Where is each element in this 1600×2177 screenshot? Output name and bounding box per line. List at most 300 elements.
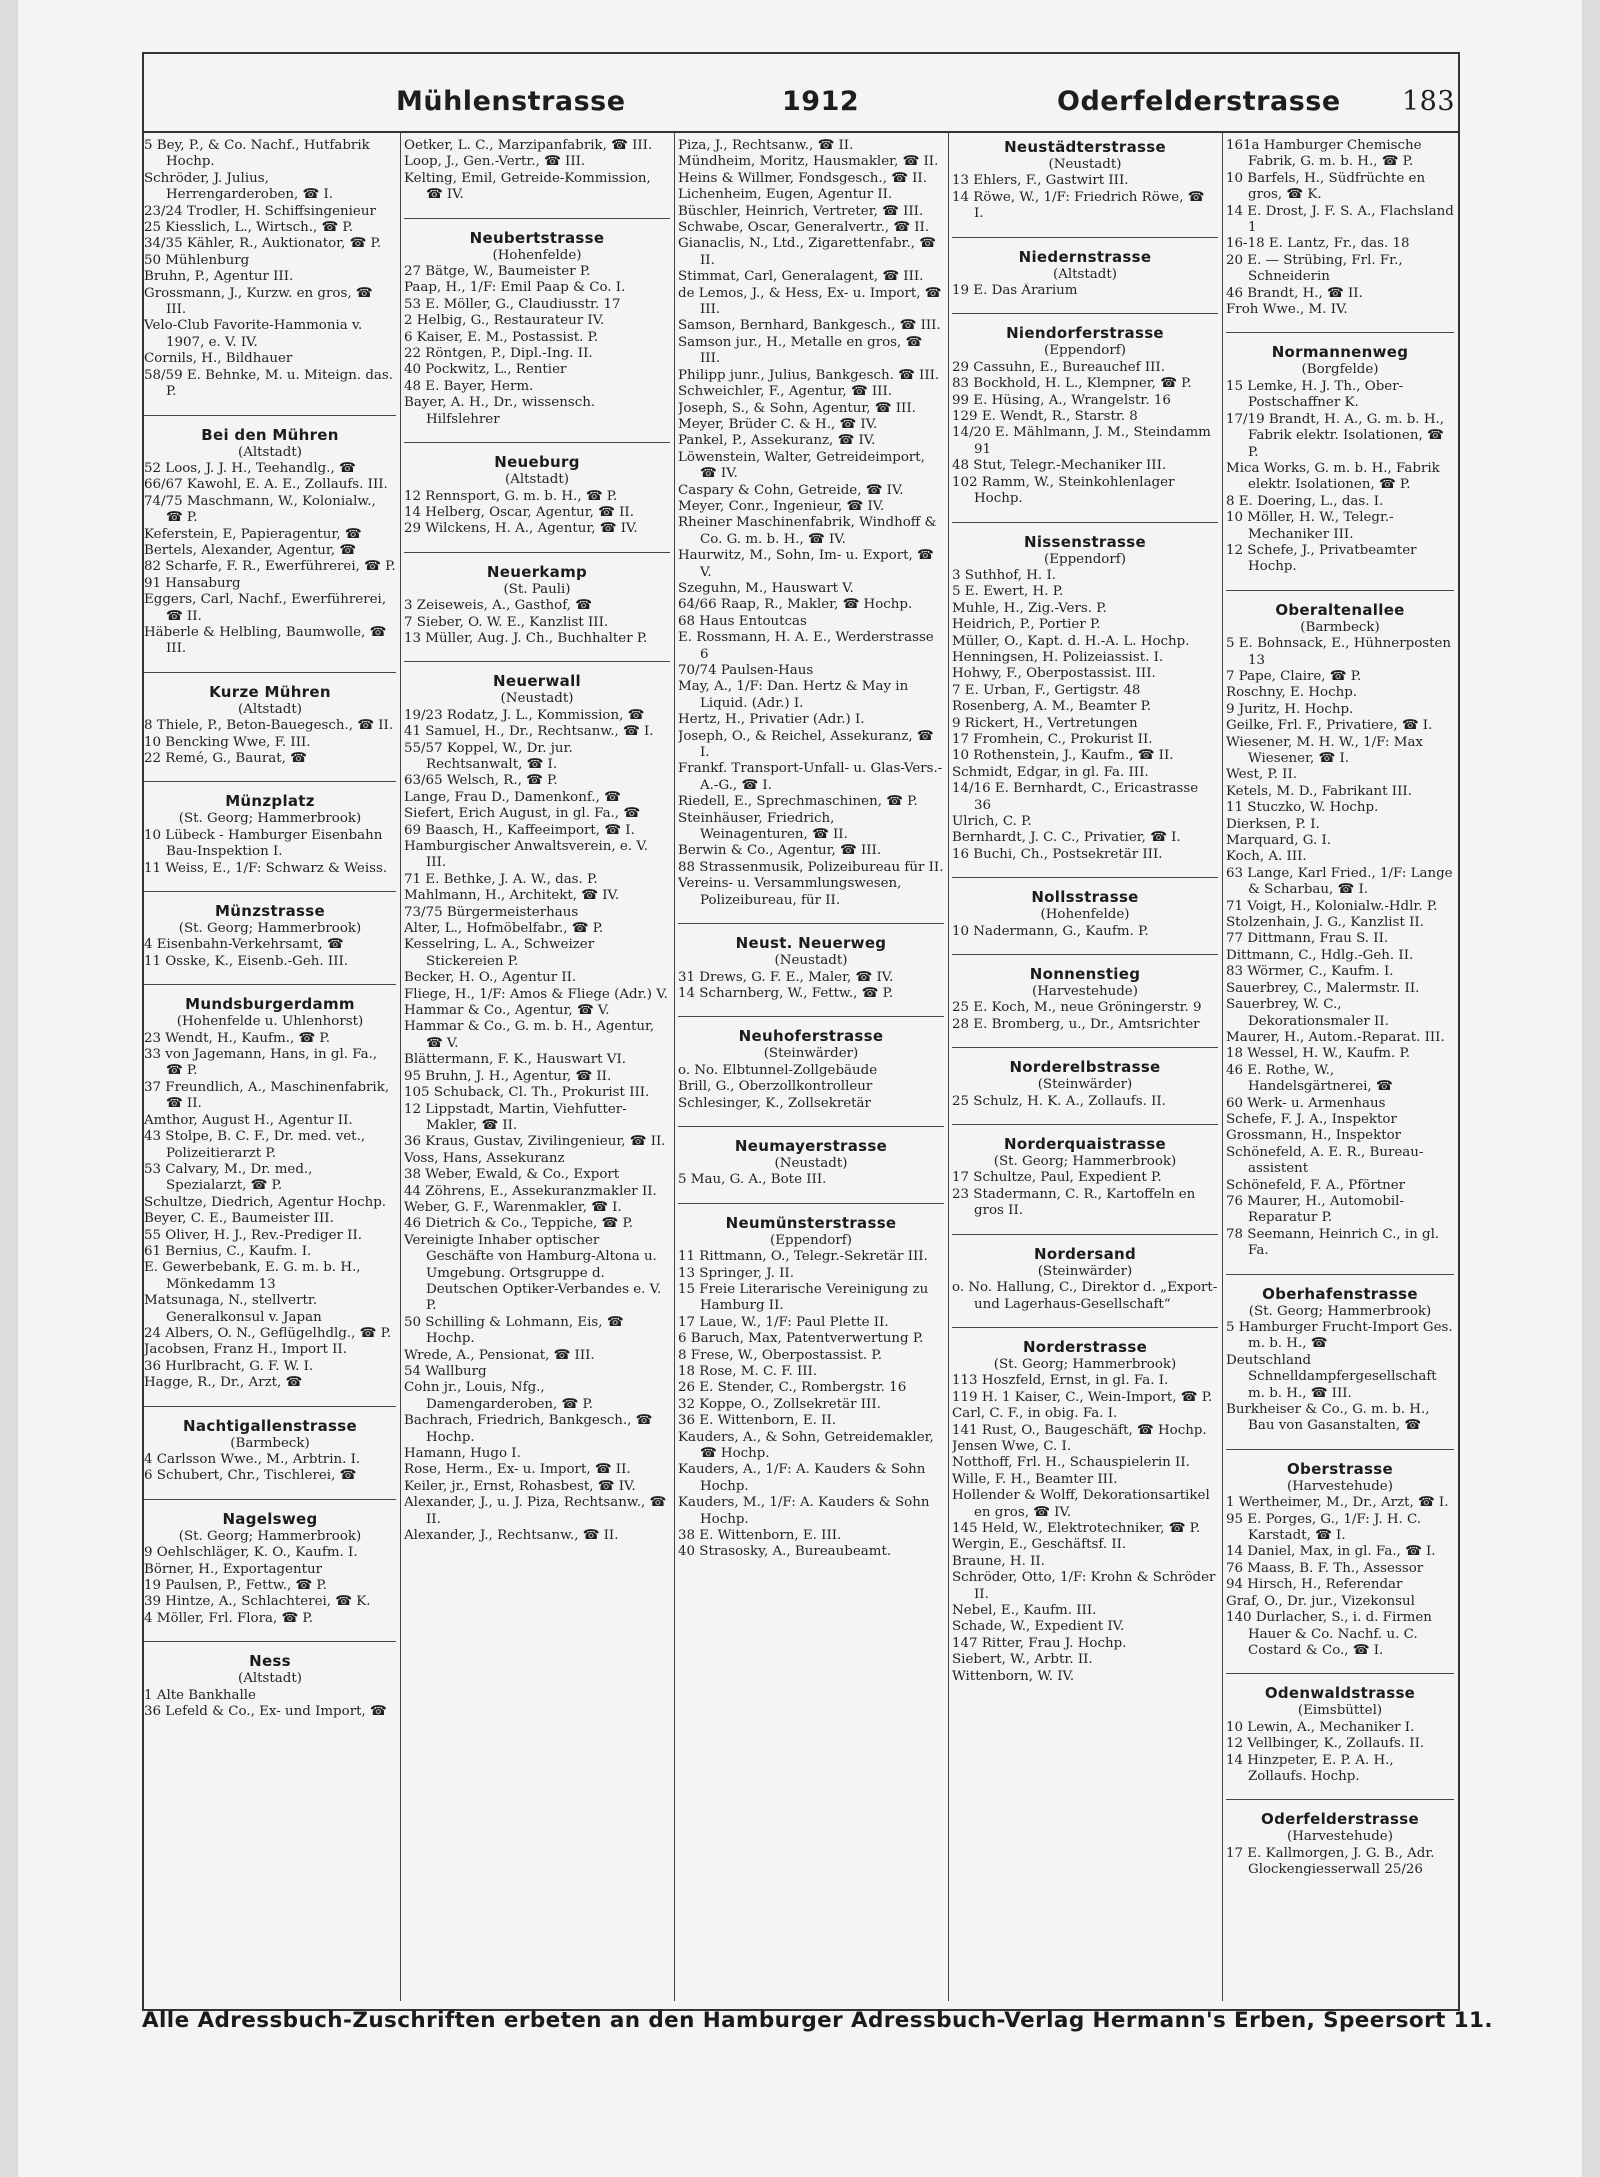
directory-entry: 3 Suthhof, H. I.	[952, 567, 1056, 583]
directory-entry: 43 Stolpe, B. C. F., Dr. med. vet., Polizeitierarzt P.	[144, 1129, 366, 1161]
directory-entry: Wergin, E., Geschäftsf. II.	[952, 1537, 1127, 1553]
directory-entry: 14/16 E. Bernhardt, C., Ericastrasse 36	[952, 781, 1199, 813]
street-title: Neuhoferstrasse	[738, 1027, 884, 1046]
directory-entry: Mündheim, Moritz, Hausmakler, ☎ II.	[678, 154, 939, 170]
directory-entry: Heidrich, P., Portier P.	[952, 617, 1101, 633]
directory-entry: Lichenheim, Eugen, Agentur II.	[678, 187, 893, 203]
directory-entry: 99 E. Hüsing, A., Wrangelstr. 16	[952, 392, 1171, 408]
street-title: Normannenweg	[1271, 343, 1409, 362]
directory-entry: 140 Durlacher, S., i. d. Firmen Hauer & Co. Nachf. u. C. Costard & Co., ☎ I.	[1226, 1610, 1432, 1658]
directory-entry: 119 H. 1 Kaiser, C., Wein-Import, ☎ P.	[952, 1389, 1213, 1405]
directory-entry: 36 E. Wittenborn, E. II.	[678, 1413, 837, 1429]
directory-entry: Kauders, A., & Sohn, Getreidemakler, ☎ Hochp.	[678, 1429, 934, 1462]
directory-entry: Hohwy, F., Oberpostassist. III.	[952, 666, 1156, 682]
directory-entry: 55 Oliver, H. J., Rev.-Prediger II.	[144, 1227, 363, 1243]
district-label: (Neustadt)	[774, 1155, 848, 1171]
directory-entry: 7 E. Urban, F., Gertigstr. 48	[952, 682, 1141, 698]
directory-entry: Siebert, W., Arbtr. II.	[952, 1652, 1093, 1668]
directory-entry: Alexander, J., Rechtsanw., ☎ II.	[404, 1528, 619, 1544]
directory-entry: 48 Stut, Telegr.-Mechaniker III.	[952, 458, 1167, 474]
street-title: Oberstrasse	[1286, 1459, 1393, 1478]
street-section	[144, 984, 396, 1391]
directory-entry: West, P. II.	[1226, 767, 1298, 783]
directory-entry: Roschny, E. Hochp.	[1226, 685, 1358, 701]
directory-entry: 60 Werk- u. Armenhaus	[1226, 1095, 1386, 1111]
directory-entry: 36 Hurlbracht, G. F. W. I.	[144, 1358, 314, 1374]
directory-entry: Kauders, A., 1/F: A. Kauders & Sohn Hochp.	[678, 1462, 926, 1494]
directory-entry: Jensen Wwe, C. I.	[952, 1438, 1072, 1454]
directory-entry: Velo-Club Favorite-Hammonia v. 1907, e. V. IV.	[144, 318, 363, 350]
street-title: Neuerkamp	[486, 562, 588, 581]
street-title: Neustädterstrasse	[1004, 138, 1166, 156]
directory-entry: Schönefeld, A. E. R., Bureau-assistent	[1226, 1144, 1424, 1177]
directory-entry: 147 Ritter, Frau J. Hochp.	[952, 1635, 1127, 1651]
street-title: Neueburg	[494, 453, 580, 472]
directory-entry: 10 Nadermann, G., Kaufm. P.	[952, 923, 1149, 939]
district-label: (Altstadt)	[238, 1671, 302, 1687]
directory-entry: Geilke, Frl. F., Privatiere, ☎ I.	[1226, 718, 1433, 734]
directory-entry: 10 Lübeck - Hamburger Eisenbahn Bau-Inspektion I.	[144, 827, 383, 860]
street-title: Bei den Mühren	[201, 425, 339, 444]
street-section	[952, 954, 1218, 1033]
directory-entry: Schefe, F. J. A., Inspektor	[1226, 1111, 1397, 1127]
district-label: (Altstadt)	[238, 444, 302, 460]
district-label: (Altstadt)	[238, 701, 302, 717]
district-label: (Hohenfelde)	[492, 247, 582, 263]
street-title: Nissenstrasse	[1024, 532, 1146, 551]
directory-entry: 32 Koppe, O., Zollsekretär III.	[678, 1396, 881, 1412]
directory-entry: 10 Barfels, H., Südfrüchte en gros, ☎ K.	[1226, 170, 1426, 203]
street-section	[404, 138, 670, 204]
district-label: (St. Georg; Hammerbrook)	[993, 1356, 1177, 1372]
directory-entry: Joseph, O., & Reichel, Assekuranz, ☎ I.	[678, 728, 934, 761]
directory-entry: Matsunaga, N., stellvertr. Generalkonsul v. Japan	[144, 1293, 322, 1325]
district-label: (St. Georg; Hammerbrook)	[178, 921, 362, 937]
directory-entry: Cohn jr., Louis, Nfg., Damengarderoben, ☎ P.	[404, 1380, 594, 1412]
street-title: Oderfelderstrasse	[1261, 1810, 1419, 1829]
directory-entry: 25 Kiesslich, L., Wirtsch., ☎ P.	[144, 220, 353, 236]
directory-entry: 12 Lippstadt, Martin, Viehfutter-Makler, ☎ II.	[404, 1101, 627, 1133]
directory-entry: 54 Wallburg	[404, 1364, 487, 1379]
directory-entry: Bernhardt, J. C. C., Privatier, ☎ I.	[952, 830, 1181, 846]
directory-entry: Vereins- u. Versammlungswesen, Polizeibureau, für II.	[678, 876, 902, 908]
directory-entry: Haurwitz, M., Sohn, Im- u. Export, ☎ V.	[678, 548, 934, 580]
directory-entry: 16 Buchi, Ch., Postsekretär III.	[952, 846, 1163, 862]
header-rule	[142, 131, 1458, 133]
directory-entry: 4 Möller, Frl. Flora, ☎ P.	[144, 1610, 313, 1626]
district-label: (Eppendorf)	[1044, 551, 1126, 567]
directory-entry: Schönefeld, F. A., Pförtner	[1226, 1177, 1406, 1193]
directory-entry: 71 E. Bethke, J. A. W., das. P.	[404, 871, 598, 887]
street-section	[1226, 138, 1454, 318]
directory-entry: Burkheiser & Co., G. m. b. H., Bau von Gasanstalten, ☎	[1226, 1402, 1430, 1434]
street-section	[952, 877, 1218, 940]
running-head-left: Mühlenstrasse	[396, 86, 626, 117]
directory-entry: Bayer, A. H., Dr., wissensch. Hilfslehrer	[404, 395, 596, 427]
directory-entry: Schultze, Diedrich, Agentur Hochp.	[144, 1194, 387, 1210]
street-section	[1226, 590, 1454, 1260]
directory-entry: Meyer, Conr., Ingenieur, ☎ IV.	[678, 498, 885, 514]
directory-entry: Grossmann, H., Inspektor	[1226, 1128, 1402, 1144]
street-section	[678, 138, 944, 909]
directory-entry: Dierksen, P. I.	[1226, 816, 1320, 832]
directory-entry: Müller, O., Kapt. d. H.-A. L. Hochp.	[952, 633, 1190, 649]
directory-entry: 34/35 Kähler, R., Auktionator, ☎ P.	[144, 236, 382, 252]
directory-entry: Koch, A. III.	[1226, 849, 1307, 865]
directory-entry: 36 Kraus, Gustav, Zivilingenieur, ☎ II.	[404, 1134, 666, 1150]
directory-entry: 95 E. Porges, G., 1/F: J. H. C. Karstadt, ☎ I.	[1226, 1511, 1422, 1544]
directory-column-5	[1226, 138, 1454, 2001]
directory-entry: Hammar & Co., Agentur, ☎ V.	[404, 1003, 610, 1019]
directory-entry: 83 Wörmer, C., Kaufm. I.	[1226, 964, 1394, 980]
directory-entry: Sauerbrey, W. C., Dekorationsmaler II.	[1226, 997, 1389, 1029]
directory-entry: 9 Oehlschläger, K. O., Kaufm. I.	[144, 1545, 358, 1561]
directory-entry: 18 Rose, M. C. F. III.	[678, 1364, 818, 1379]
directory-entry: 14 Hinzpeter, E. P. A. H., Zollaufs. Hochp.	[1226, 1752, 1394, 1784]
directory-entry: Meyer, Brüder C. & H., ☎ IV.	[678, 416, 878, 432]
directory-entry: Deutschland Schnelldampfergesellschaft m. b. H., ☎ III.	[1226, 1352, 1437, 1401]
district-label: (St. Georg; Hammerbrook)	[178, 811, 362, 827]
directory-entry: 6 Schubert, Chr., Tischlerei, ☎	[144, 1468, 357, 1484]
directory-entry: 129 E. Wendt, R., Starstr. 8	[952, 409, 1138, 425]
district-label: (Borgfelde)	[1301, 362, 1379, 378]
directory-entry: Schröder, Otto, 1/F: Krohn & Schröder II.	[952, 1570, 1216, 1602]
street-section	[678, 1016, 944, 1112]
directory-entry: Rose, Herm., Ex- u. Import, ☎ II.	[404, 1462, 631, 1478]
directory-entry: 78 Seemann, Heinrich C., in gl. Fa.	[1226, 1226, 1440, 1259]
directory-entry: Ketels, M. D., Fabrikant III.	[1226, 783, 1412, 799]
directory-entry: 91 Hansaburg	[144, 575, 241, 591]
directory-entry: 7 Sieber, O. W. E., Kanzlist III.	[404, 614, 609, 630]
district-label: (Eppendorf)	[770, 1232, 852, 1248]
directory-entry: 5 Bey, P., & Co. Nachf., Hutfabrik Hochp.	[144, 138, 370, 170]
directory-entry: Wiesener, M. H. W., 1/F: Max Wiesener, ☎ I.	[1226, 734, 1423, 766]
street-title: Nachtigallenstrasse	[183, 1416, 357, 1435]
directory-entry: Weber, G. F., Warenmakler, ☎ I.	[404, 1199, 622, 1215]
directory-entry: Joseph, S., & Sohn, Agentur, ☎ III.	[678, 400, 916, 416]
directory-entry: E. Gewerbebank, E. G. m. b. H., Mönkedamm 13	[144, 1260, 361, 1292]
directory-entry: 58/59 E. Behnke, M. u. Miteign. das. P.	[144, 367, 394, 400]
directory-entry: 52 Loos, J. J. H., Teehandlg., ☎	[144, 460, 356, 476]
directory-entry: Wille, F. H., Beamter III.	[952, 1471, 1118, 1487]
directory-entry: Grossmann, J., Kurzw. en gros, ☎ III.	[144, 285, 373, 318]
column-divider	[674, 133, 675, 2001]
directory-entry: Voss, Hans, Assekuranz	[404, 1150, 565, 1166]
directory-entry: 41 Samuel, H., Dr., Rechtsanw., ☎ I.	[404, 724, 654, 740]
directory-entry: 13 Springer, J. II.	[678, 1265, 794, 1281]
street-section	[1226, 1449, 1454, 1659]
directory-entry: Paap, H., 1/F: Emil Paap & Co. I.	[404, 280, 626, 296]
directory-entry: Schlesinger, K., Zollsekretär	[678, 1095, 871, 1111]
street-title: Norderelbstrasse	[1009, 1058, 1161, 1077]
directory-entry: Fliege, H., 1/F: Amos & Fliege (Adr.) V.	[404, 986, 668, 1002]
directory-entry: Büschler, Heinrich, Vertreter, ☎ III.	[678, 203, 924, 219]
directory-entry: Schade, W., Expedient IV.	[952, 1619, 1125, 1635]
directory-entry: 13 Müller, Aug. J. Ch., Buchhalter P.	[404, 630, 648, 646]
directory-entry: 22 Röntgen, P., Dipl.-Ing. II.	[404, 346, 593, 362]
directory-entry: 46 E. Rothe, W., Handelsgärtnerei, ☎	[1226, 1062, 1393, 1095]
directory-entry: Marquard, G. I.	[1226, 833, 1332, 849]
directory-entry: 73/75 Bürgermeisterhaus	[404, 904, 579, 920]
street-section	[144, 672, 396, 768]
street-title: Oberhafenstrasse	[1262, 1284, 1418, 1303]
directory-entry: 12 Vellbinger, K., Zollaufs. II.	[1226, 1736, 1425, 1752]
district-label: (Barmbeck)	[230, 1435, 310, 1451]
directory-entry: Nebel, E., Kaufm. III.	[952, 1603, 1097, 1618]
directory-entry: Hamann, Hugo I.	[404, 1446, 521, 1462]
street-section	[144, 138, 396, 401]
directory-entry: 18 Wessel, H. W., Kaufm. P.	[1226, 1046, 1411, 1062]
directory-entry: 14 E. Drost, J. F. S. A., Flachsland 1	[1226, 203, 1454, 236]
directory-entry: Hertz, H., Privatier (Adr.) I.	[678, 712, 865, 728]
street-section	[144, 781, 396, 877]
directory-entry: 38 Weber, Ewald, & Co., Export	[404, 1167, 620, 1183]
directory-entry: Eggers, Carl, Nachf., Ewerführerei, ☎ II.	[144, 592, 387, 624]
district-label: (Neustadt)	[1048, 157, 1122, 172]
street-section	[404, 218, 670, 428]
street-title: Neumayerstrasse	[734, 1136, 888, 1155]
directory-entry: Hamburgischer Anwaltsverein, e. V. III.	[404, 839, 648, 871]
directory-entry: 14 Helberg, Oscar, Agentur, ☎ II.	[404, 504, 634, 520]
directory-entry: 105 Schuback, Cl. Th., Prokurist III.	[404, 1085, 650, 1101]
column-divider	[948, 133, 949, 2001]
street-section	[144, 1641, 396, 1720]
directory-entry: Alter, L., Hofmöbelfabr., ☎ P.	[404, 921, 604, 937]
district-label: (Neustadt)	[774, 953, 848, 969]
directory-entry: Amthor, August H., Agentur II.	[144, 1112, 353, 1128]
directory-entry: 23 Stadermann, C. R., Kartoffeln en gros II.	[952, 1186, 1196, 1219]
directory-entry: 37 Freundlich, A., Maschinenfabrik, ☎ II.	[144, 1079, 390, 1112]
directory-entry: 14 Scharnberg, W., Fettw., ☎ P.	[678, 985, 894, 1001]
directory-entry: 29 Cassuhn, E., Bureauchef III.	[952, 359, 1165, 375]
directory-entry: 15 Lemke, H. J. Th., Ober-Postschaffner K.	[1226, 378, 1404, 411]
street-title: Mundsburgerdamm	[185, 995, 355, 1014]
directory-entry: 5 E. Ewert, H. P.	[952, 584, 1064, 600]
directory-entry: Jacobsen, Franz H., Import II.	[144, 1342, 347, 1358]
directory-entry: 5 Hamburger Frucht-Import Ges. m. b. H., ☎	[1226, 1320, 1453, 1352]
directory-entry: Frankf. Transport-Unfall- u. Glas-Vers.-A.-G., ☎ I.	[678, 761, 943, 793]
directory-entry: Graf, O., Dr. jur., Vizekonsul	[1226, 1593, 1415, 1609]
street-section	[952, 1047, 1218, 1110]
directory-entry: 71 Voigt, H., Kolonialw.-Hdlr. P.	[1226, 898, 1438, 914]
district-label: (St. Pauli)	[503, 581, 571, 597]
directory-column-3	[678, 138, 944, 2001]
directory-entry: Caspary & Cohn, Getreide, ☎ IV.	[678, 482, 904, 498]
directory-entry: Keferstein, E, Papieragentur, ☎	[144, 526, 362, 542]
directory-entry: 9 Juritz, H. Hochp.	[1226, 701, 1354, 717]
directory-entry: o. No. Hallung, C., Direktor d. „Export- und Lagerhaus-Gesellschaft“	[952, 1280, 1218, 1312]
directory-entry: Gianaclis, N., Ltd., Zigarettenfabr., ☎ II.	[678, 236, 936, 268]
directory-entry: Keiler, jr., Ernst, Rohasbest, ☎ IV.	[404, 1478, 636, 1494]
directory-entry: 74/75 Maschmann, W., Kolonialw., ☎ P.	[144, 493, 376, 526]
directory-entry: 17 Schultze, Paul, Expedient P.	[952, 1170, 1162, 1186]
directory-entry: 14/20 E. Mählmann, J. M., Steindamm 91	[952, 425, 1211, 457]
directory-entry: 17/19 Brandt, H. A., G. m. b. H., Fabrik elektr. Isolationen, ☎ P.	[1226, 411, 1445, 460]
directory-entry: 22 Remé, G., Baurat, ☎	[144, 751, 307, 766]
district-label: (Harvestehude)	[1287, 1829, 1393, 1845]
directory-entry: 95 Bruhn, J. H., Agentur, ☎ II.	[404, 1068, 612, 1084]
district-label: (Hohenfelde u. Uhlenhorst)	[176, 1014, 364, 1030]
directory-entry: Kauders, M., 1/F: A. Kauders & Sohn Hochp.	[678, 1495, 930, 1527]
directory-entry: Muhle, H., Zig.-Vers. P.	[952, 600, 1107, 616]
directory-entry: Cornils, H., Bildhauer	[144, 351, 293, 367]
directory-entry: 63 Lange, Karl Fried., 1/F: Lange & Scharbau, ☎ I.	[1226, 865, 1453, 898]
directory-entry: 12 Rennsport, G. m. b. H., ☎ P.	[404, 488, 618, 504]
directory-entry: 4 Eisenbahn-Verkehrsamt, ☎	[144, 937, 344, 953]
directory-entry: 19 Paulsen, P., Fettw., ☎ P.	[144, 1578, 327, 1594]
district-label: (Harvestehude)	[1032, 984, 1138, 1000]
directory-entry: Börner, H., Exportagentur	[144, 1561, 322, 1577]
district-label: (St. Georg; Hammerbrook)	[993, 1154, 1177, 1170]
district-label: (Harvestehude)	[1287, 1478, 1393, 1494]
street-section	[952, 138, 1218, 223]
district-label: (Altstadt)	[1053, 266, 1117, 282]
directory-entry: Mahlmann, H., Architekt, ☎ IV.	[404, 888, 620, 904]
directory-entry: Ulrich, C. P.	[952, 814, 1032, 829]
directory-entry: 64/66 Raap, R., Makler, ☎ Hochp.	[678, 597, 913, 613]
directory-entry: 19 E. Das Ärarium	[952, 283, 1078, 299]
directory-entry: Hammar & Co., G. m. b. H., Agentur, ☎ V.	[404, 1019, 655, 1051]
directory-entry: 48 E. Bayer, Herm.	[404, 378, 534, 394]
street-section	[1226, 1799, 1454, 1878]
directory-entry: 7 Pape, Claire, ☎ P.	[1226, 668, 1362, 684]
street-title: Neubertstrasse	[469, 228, 605, 247]
directory-entry: 77 Dittmann, Frau S. II.	[1226, 931, 1389, 947]
directory-entry: Beyer, C. E., Baumeister III.	[144, 1211, 334, 1227]
directory-entry: 24 Albers, O. N., Geflügelhdlg., ☎ P.	[144, 1325, 392, 1341]
directory-entry: 29 Wilckens, H. A., Agentur, ☎ IV.	[404, 521, 638, 537]
street-title: Kurze Mühren	[209, 682, 331, 701]
directory-entry: 8 E. Doering, L., das. I.	[1226, 493, 1384, 509]
directory-entry: Schmidt, Edgar, in gl. Fa. III.	[952, 764, 1149, 780]
street-title: Neuerwall	[493, 672, 581, 691]
directory-entry: 94 Hirsch, H., Referendar	[1226, 1577, 1403, 1593]
directory-entry: 40 Pockwitz, L., Rentier	[404, 362, 567, 378]
directory-entry: Kelting, Emil, Getreide-Kommission, ☎ IV.	[404, 170, 651, 203]
directory-entry: 6 Kaiser, E. M., Postassist. P.	[404, 329, 599, 345]
street-section	[952, 1327, 1218, 1685]
directory-entry: Oetker, L. C., Marzipanfabrik, ☎ III.	[404, 138, 653, 153]
street-section	[144, 891, 396, 970]
street-title: Niedernstrasse	[1018, 247, 1152, 266]
directory-entry: 50 Mühlenburg	[144, 252, 250, 268]
directory-entry: 102 Ramm, W., Steinkohlenlager Hochp.	[952, 474, 1175, 507]
running-head-year: 1912	[782, 86, 860, 117]
directory-entry: 53 Calvary, M., Dr. med., Spezialarzt, ☎ P.	[144, 1161, 313, 1194]
directory-entry: 113 Hoszfeld, Ernst, in gl. Fa. I.	[952, 1373, 1169, 1389]
district-label: (Steinwärder)	[1037, 1077, 1133, 1093]
street-section	[952, 1124, 1218, 1220]
directory-entry: 19/23 Rodatz, J. L., Kommission, ☎	[404, 707, 645, 723]
directory-entry: 61 Bernius, C., Kaufm. I.	[144, 1243, 312, 1259]
street-section	[1226, 1673, 1454, 1785]
directory-entry: Carl, C. F., in obig. Fa. I.	[952, 1406, 1118, 1422]
directory-entry: Philipp junr., Julius, Bankgesch. ☎ III.	[678, 367, 940, 383]
directory-entry: 38 E. Wittenborn, E. III.	[678, 1528, 842, 1544]
directory-entry: 23/24 Trodler, H. Schiffsingenieur	[144, 203, 376, 219]
directory-entry: Sauerbrey, C., Malermstr. II.	[1226, 980, 1420, 996]
street-title: Neust. Neuerweg	[735, 934, 887, 953]
directory-entry: 82 Scharfe, F. R., Ewerführerei, ☎ P.	[144, 559, 396, 575]
directory-entry: 63/65 Welsch, R., ☎ P.	[404, 773, 558, 789]
directory-entry: 23 Wendt, H., Kaufm., ☎ P.	[144, 1030, 330, 1046]
directory-entry: 1 Alte Bankhalle	[144, 1687, 256, 1703]
directory-entry: Siefert, Erich August, in gl. Fa., ☎	[404, 806, 640, 822]
directory-entry: o. No. Elbtunnel-Zollgebäude	[678, 1062, 878, 1078]
directory-entry: 10 Bencking Wwe, F. III.	[144, 734, 311, 750]
street-section	[144, 1406, 396, 1485]
street-title: Odenwaldstrasse	[1264, 1684, 1416, 1703]
directory-entry: 141 Rust, O., Baugeschäft, ☎ Hochp.	[952, 1422, 1207, 1438]
column-divider	[400, 133, 401, 2001]
directory-column-1	[144, 138, 396, 2001]
directory-entry: Braune, H. II.	[952, 1553, 1045, 1569]
district-label: (Altstadt)	[505, 472, 569, 488]
directory-entry: 17 Fromhein, C., Prokurist II.	[952, 731, 1153, 747]
directory-column-2	[404, 138, 670, 2001]
directory-entry: Brill, G., Oberzollkontrolleur	[678, 1079, 873, 1095]
directory-entry: 161a Hamburger Chemische Fabrik, G. m. b. H., ☎ P.	[1226, 138, 1422, 170]
district-label: (Neustadt)	[500, 691, 574, 707]
directory-entry: Riedell, E., Sprechmaschinen, ☎ P.	[678, 794, 918, 810]
street-title: Niendorferstrasse	[1006, 324, 1164, 343]
street-title: Norderstrasse	[1022, 1337, 1148, 1356]
street-title: Nonnenstieg	[1029, 965, 1141, 984]
directory-entry: 17 E. Kallmorgen, J. G. B., Adr. Glockengiesserwall 25/26	[1226, 1845, 1435, 1878]
directory-entry: Schweichler, F., Agentur, ☎ III.	[678, 384, 893, 400]
directory-entry: 16-18 E. Lantz, Fr., das. 18	[1226, 236, 1410, 252]
directory-entry: Samson jur., H., Metalle en gros, ☎ III.	[678, 334, 923, 367]
directory-column-4	[952, 138, 1218, 2001]
street-section	[404, 661, 670, 1544]
directory-entry: Lange, Frau D., Damenkonf., ☎	[404, 789, 621, 805]
directory-entry: 5 E. Bohnsack, E., Hühnerposten 13	[1226, 636, 1452, 668]
directory-entry: 55/57 Koppel, W., Dr. jur. Rechtsanwalt, ☎ I.	[404, 740, 573, 772]
directory-entry: 10 Möller, H. W., Telegr.-Mechaniker III.	[1226, 510, 1394, 542]
directory-entry: E. Rossmann, H. A. E., Werderstrasse 6	[678, 630, 934, 662]
directory-entry: 9 Rickert, H., Vertretungen	[952, 715, 1138, 731]
running-head-right: Oderfelderstrasse	[1057, 86, 1341, 117]
district-label: (Eimsbüttel)	[1297, 1703, 1383, 1719]
directory-entry: Rheiner Maschinenfabrik, Windhoff & Co. G. m. b. H., ☎ IV.	[678, 515, 937, 547]
district-label: (St. Georg; Hammerbrook)	[1248, 1303, 1432, 1319]
street-section	[678, 923, 944, 1002]
district-label: (Barmbeck)	[1300, 619, 1380, 635]
directory-entry: 4 Carlsson Wwe., M., Arbtrin. I.	[144, 1452, 361, 1467]
street-title: Neumünsterstrasse	[725, 1213, 897, 1232]
directory-entry: Hagge, R., Dr., Arzt, ☎	[144, 1375, 303, 1391]
directory-entry: Pankel, P., Assekuranz, ☎ IV.	[678, 433, 876, 449]
directory-entry: Bruhn, P., Agentur III.	[144, 269, 294, 285]
directory-entry: 31 Drews, G. F. E., Maler, ☎ IV.	[678, 969, 894, 985]
street-section	[1226, 1274, 1454, 1435]
directory-entry: Löwenstein, Walter, Getreideimport, ☎ IV.	[678, 449, 925, 482]
directory-entry: 33 von Jagemann, Hans, in gl. Fa., ☎ P.	[144, 1047, 378, 1079]
street-title: Nagelsweg	[222, 1509, 318, 1528]
street-section	[144, 1499, 396, 1627]
directory-entry: 2 Helbig, G., Restaurateur IV.	[404, 313, 605, 329]
directory-entry: Dittmann, C., Hdlg.-Geh. II.	[1226, 947, 1414, 963]
directory-entry: Froh Wwe., M. IV.	[1226, 302, 1348, 318]
street-section	[952, 522, 1218, 864]
street-section	[1226, 332, 1454, 575]
directory-entry: Stolzenhain, J. G., Kanzlist II.	[1226, 915, 1424, 931]
street-section	[952, 1234, 1218, 1313]
street-section	[144, 415, 396, 658]
directory-entry: 8 Thiele, P., Beton-Bauegesch., ☎ II.	[144, 718, 394, 734]
street-title: Nordersand	[1033, 1244, 1137, 1263]
directory-entry: Becker, H. O., Agentur II.	[404, 970, 577, 986]
